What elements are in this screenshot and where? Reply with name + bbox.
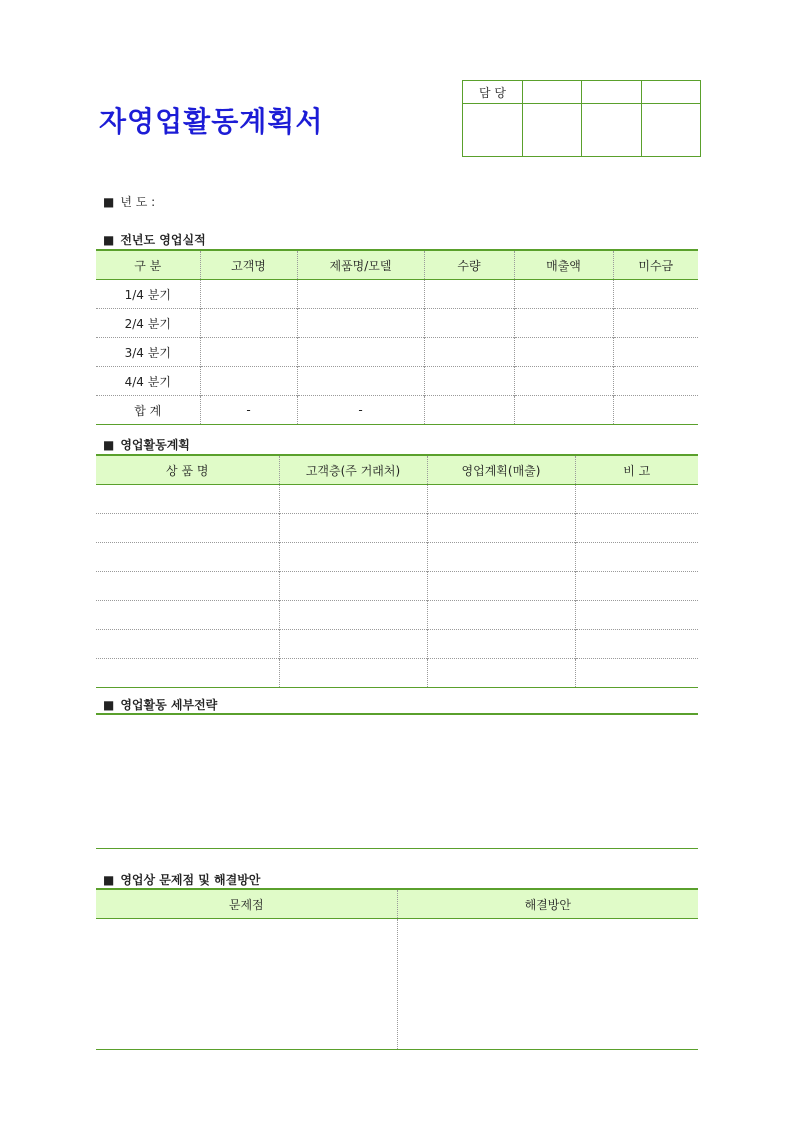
column-header: 영업계획(매출) <box>427 455 575 485</box>
table-cell[interactable] <box>575 514 698 543</box>
table-cell[interactable] <box>575 572 698 601</box>
table-row <box>96 543 698 572</box>
table-cell[interactable]: - <box>297 396 424 425</box>
table-cell[interactable] <box>279 659 427 688</box>
table-cell[interactable] <box>279 485 427 514</box>
column-header: 고객명 <box>200 250 297 280</box>
table-row <box>96 659 698 688</box>
signature-cell[interactable] <box>642 104 701 157</box>
table-row <box>96 572 698 601</box>
row-label: 4/4 분기 <box>96 367 200 396</box>
bullet-icon: ■ <box>103 195 115 209</box>
approval-label: 담 당 <box>463 81 523 104</box>
table-cell[interactable] <box>613 338 698 367</box>
table-cell[interactable] <box>96 485 279 514</box>
bullet-icon: ■ <box>103 873 115 887</box>
table-cell[interactable] <box>575 601 698 630</box>
column-header: 수량 <box>424 250 514 280</box>
year-field[interactable] <box>103 193 155 210</box>
column-header: 미수금 <box>613 250 698 280</box>
section-title: 전년도 영업실적 <box>120 233 206 247</box>
row-label: 3/4 분기 <box>96 338 200 367</box>
table-cell[interactable]: - <box>200 396 297 425</box>
table-cell[interactable] <box>297 309 424 338</box>
row-label: 2/4 분기 <box>96 309 200 338</box>
table-row <box>96 338 698 367</box>
table-cell[interactable] <box>575 630 698 659</box>
section-heading-prev-perf <box>103 231 206 248</box>
section-title: 영업활동 세부전략 <box>120 698 218 712</box>
solution-cell[interactable] <box>397 919 698 1050</box>
strategy-textarea[interactable] <box>96 713 698 849</box>
column-header: 비 고 <box>575 455 698 485</box>
table-row <box>96 309 698 338</box>
approval-cell[interactable] <box>642 81 701 104</box>
approval-box <box>462 80 701 157</box>
section-title: 영업활동계획 <box>120 438 190 452</box>
table-row <box>96 280 698 309</box>
table-cell[interactable] <box>514 367 613 396</box>
problem-table <box>96 888 698 1050</box>
bullet-icon: ■ <box>103 233 115 247</box>
table-cell[interactable] <box>96 659 279 688</box>
approval-cell[interactable] <box>523 81 582 104</box>
table-cell[interactable] <box>200 367 297 396</box>
table-cell[interactable] <box>575 659 698 688</box>
signature-cell[interactable] <box>523 104 582 157</box>
table-row <box>96 485 698 514</box>
column-header: 매출액 <box>514 250 613 280</box>
table-cell[interactable] <box>427 659 575 688</box>
table-cell[interactable] <box>279 572 427 601</box>
table-cell[interactable] <box>427 601 575 630</box>
table-cell[interactable] <box>297 280 424 309</box>
table-cell[interactable] <box>96 543 279 572</box>
row-label: 합 계 <box>96 396 200 425</box>
table-cell[interactable] <box>96 572 279 601</box>
table-cell[interactable] <box>427 572 575 601</box>
table-cell[interactable] <box>427 514 575 543</box>
bullet-icon: ■ <box>103 698 115 712</box>
table-cell[interactable] <box>514 338 613 367</box>
signature-cell[interactable] <box>463 104 523 157</box>
table-cell[interactable] <box>613 367 698 396</box>
plan-table <box>96 454 698 688</box>
table-cell[interactable] <box>279 514 427 543</box>
table-cell[interactable] <box>427 485 575 514</box>
section-title: 영업상 문제점 및 해결방안 <box>120 873 261 887</box>
prev-perf-table <box>96 249 698 425</box>
table-cell[interactable] <box>424 338 514 367</box>
section-heading-strategy <box>103 696 217 713</box>
table-row <box>96 396 698 425</box>
section-heading-problems <box>103 871 260 888</box>
table-cell[interactable] <box>96 630 279 659</box>
table-cell[interactable] <box>279 601 427 630</box>
table-cell[interactable] <box>279 630 427 659</box>
signature-cell[interactable] <box>582 104 642 157</box>
section-heading-plan <box>103 436 190 453</box>
approval-cell[interactable] <box>582 81 642 104</box>
table-cell[interactable] <box>279 543 427 572</box>
table-cell[interactable] <box>575 543 698 572</box>
table-cell[interactable] <box>613 280 698 309</box>
table-cell[interactable] <box>424 367 514 396</box>
table-cell[interactable] <box>200 280 297 309</box>
bullet-icon: ■ <box>103 438 115 452</box>
table-cell[interactable] <box>514 280 613 309</box>
column-header-problem: 문제점 <box>96 889 397 919</box>
table-row <box>96 514 698 543</box>
column-header: 상 품 명 <box>96 455 279 485</box>
table-cell[interactable] <box>575 485 698 514</box>
page-title: 자영업활동계획서 <box>99 105 324 138</box>
column-header-solution: 해결방안 <box>397 889 698 919</box>
table-row <box>96 630 698 659</box>
table-cell[interactable] <box>613 396 698 425</box>
table-cell[interactable] <box>427 630 575 659</box>
table-cell[interactable] <box>200 309 297 338</box>
column-header: 구 분 <box>96 250 200 280</box>
table-cell[interactable] <box>424 396 514 425</box>
table-cell[interactable] <box>613 309 698 338</box>
column-header: 고객층(주 거래처) <box>279 455 427 485</box>
table-cell[interactable] <box>427 543 575 572</box>
table-cell[interactable] <box>297 367 424 396</box>
table-cell[interactable] <box>424 309 514 338</box>
table-cell[interactable] <box>424 280 514 309</box>
table-cell[interactable] <box>297 338 424 367</box>
table-cell[interactable] <box>200 338 297 367</box>
table-cell[interactable] <box>514 396 613 425</box>
problem-cell[interactable] <box>96 919 397 1050</box>
table-row <box>96 367 698 396</box>
table-cell[interactable] <box>96 514 279 543</box>
table-cell[interactable] <box>514 309 613 338</box>
table-cell[interactable] <box>96 601 279 630</box>
table-row <box>96 601 698 630</box>
row-label: 1/4 분기 <box>96 280 200 309</box>
year-label: 년 도 : <box>120 195 156 209</box>
column-header: 제품명/모델 <box>297 250 424 280</box>
